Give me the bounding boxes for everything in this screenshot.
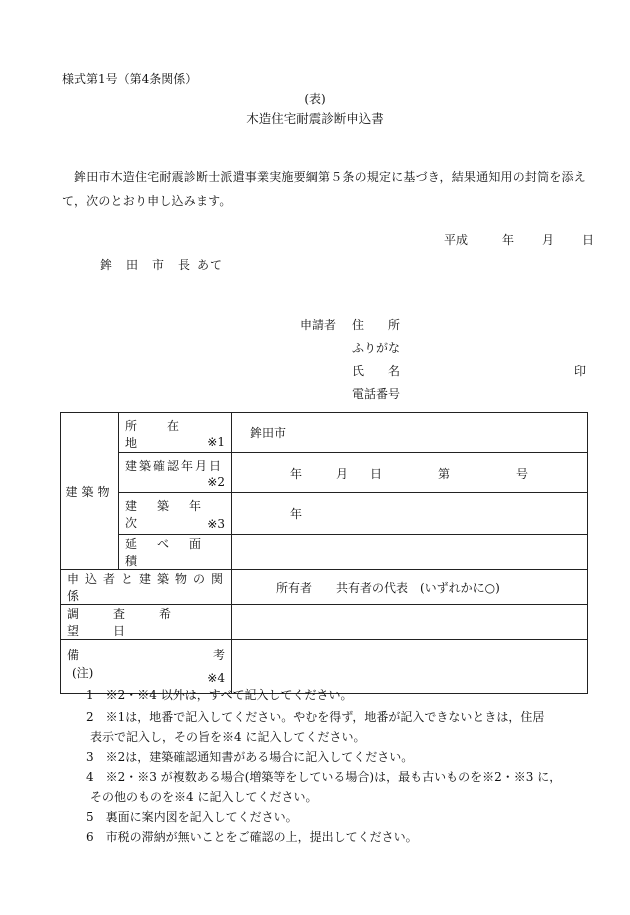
remarks-mark: ※4: [207, 671, 225, 685]
side-label: (表): [304, 92, 326, 106]
note-item: 1 ※2・※4 以外は，すべて記入してください。: [86, 688, 353, 702]
application-table: [60, 412, 588, 694]
table-row: [61, 413, 588, 453]
document-title: 木造住宅耐震診断申込書: [246, 111, 384, 126]
table-row: [61, 453, 588, 493]
date-era: 平成: [444, 233, 469, 247]
applicant-furigana-label: ふりがな: [352, 341, 401, 355]
building-group-label: 建築物: [61, 413, 119, 570]
table-row: [61, 535, 588, 570]
applicant-name-label: 氏 名: [352, 364, 401, 378]
intro-text: 鉾田市木造住宅耐震診断士派遣事業実施要綱第５条の規定に基づき，結果通知用の封筒を添えて，次のとおり申し込みます。: [62, 170, 586, 208]
location-label-cell: [119, 413, 232, 453]
survey-date-label: 調査希望日: [61, 605, 232, 640]
table-row: [61, 605, 588, 640]
build-year-mark: ※3: [207, 517, 225, 531]
addressee-suffix: あて: [197, 258, 224, 272]
note-item-cont: その他のものを※4 に記入してください。: [90, 790, 318, 804]
build-year-label-cell: [119, 493, 232, 535]
note-item: 6 市税の滞納が無いことをご確認の上，提出してください。: [86, 830, 418, 844]
floor-area-label: 延べ面積: [125, 537, 222, 568]
location-value[interactable]: [232, 413, 588, 453]
confirm-date-label: 建築確認年月日: [125, 459, 224, 473]
date-month-label: 月: [542, 233, 555, 247]
confirm-go-label: 号: [516, 466, 529, 481]
seal-mark: 印: [574, 364, 587, 378]
build-year-value[interactable]: [232, 493, 588, 535]
remarks-label-right: 考: [212, 648, 225, 662]
note-item: 2 ※1は，地番で記入してください。やむを得ず，地番が記入できないときは，住居: [86, 710, 545, 724]
relation-label: 申込者と建築物の関係: [61, 570, 232, 605]
table-row: [61, 493, 588, 535]
relation-options: 所有者 共有者の代表 (いずれかに○): [276, 580, 500, 595]
confirm-month-label: 月: [336, 466, 349, 481]
addressee-name: 鉾 田 市 長: [100, 258, 192, 272]
relation-value[interactable]: [232, 570, 588, 605]
notes-heading: (注): [72, 666, 94, 680]
date-day-label: 日: [582, 233, 595, 247]
note-item: 4 ※2・※3 が複数ある場合(増築等をしている場合)は，最も古いものを※2・※3 に，: [86, 770, 562, 784]
confirm-dai-label: 第: [438, 466, 451, 481]
confirm-year-label: 年: [290, 466, 303, 481]
date-line: [444, 231, 594, 248]
date-year-label: 年: [502, 233, 515, 247]
confirm-date-label-cell: [119, 453, 232, 493]
location-city: 鉾田市: [250, 426, 287, 440]
table-row: [61, 570, 588, 605]
build-year-label: 建築年次: [125, 499, 222, 530]
addressee: [100, 256, 223, 273]
applicant-phone-label: 電話番号: [352, 387, 401, 401]
confirm-date-value[interactable]: [232, 453, 588, 493]
confirm-day-label: 日: [370, 466, 383, 481]
form-number: 様式第1号（第4条関係）: [62, 72, 198, 86]
build-year-unit: 年: [290, 507, 303, 521]
applicant-heading: 申請者: [300, 318, 337, 332]
note-item-cont: 表示で記入し，その旨を※4 に記入してください。: [90, 730, 366, 744]
remarks-label-left: 備: [67, 648, 80, 662]
floor-area-label-cell: [119, 535, 232, 570]
note-item: 3 ※2は，建築確認通知書がある場合に記入してください。: [86, 750, 414, 764]
survey-date-value[interactable]: [232, 605, 588, 640]
note-item: 5 裏面に案内図を記入してください。: [86, 810, 298, 824]
confirm-date-mark: ※2: [207, 475, 225, 489]
location-label: 所在地: [125, 419, 210, 450]
location-mark: ※1: [207, 435, 225, 449]
floor-area-value[interactable]: [232, 535, 588, 570]
applicant-address-label: 住 所: [352, 318, 401, 332]
